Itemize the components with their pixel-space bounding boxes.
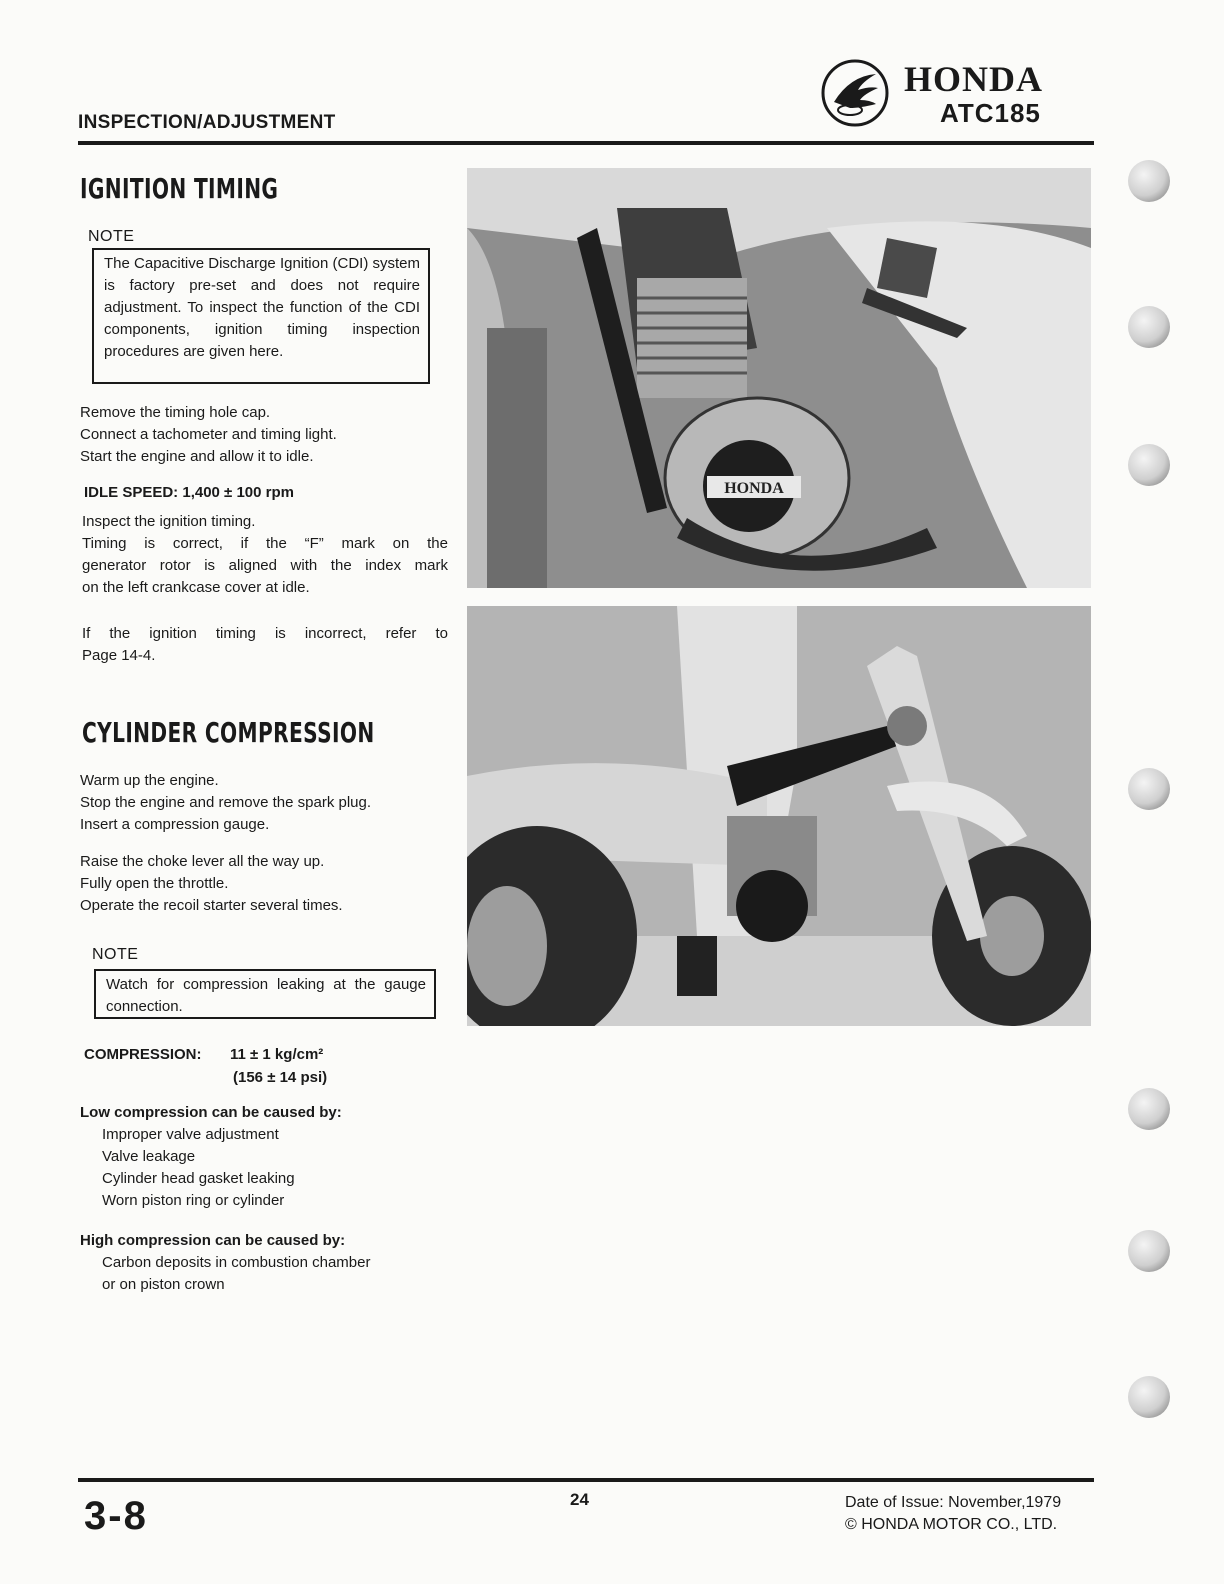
compression-note-box: Watch for compression leaking at the gauge connection. (94, 969, 436, 1019)
ignition-step: Remove the timing hole cap. (80, 404, 271, 421)
low-cause: Worn piston ring or cylinder (102, 1192, 285, 1209)
high-cause: or on piston crown (102, 1276, 225, 1293)
compression-step: Operate the recoil starter several times. (80, 897, 343, 914)
binder-tab (1128, 306, 1170, 348)
compression-step: Insert a compression gauge. (80, 816, 270, 833)
compression-step: Stop the engine and remove the spark plug. (80, 794, 372, 811)
inspect-line: Timing is correct, if the “F” mark on the (82, 535, 448, 552)
footer-rule (78, 1478, 1094, 1482)
ignition-note-label: NOTE (88, 228, 135, 245)
ignition-steps (80, 402, 337, 468)
high-cause: Carbon deposits in combustion chamber (102, 1254, 371, 1271)
low-cause: Cylinder head gasket leaking (102, 1170, 295, 1187)
atc-photo-illustration (467, 606, 1091, 1026)
idle-speed-spec: IDLE SPEED: 1,400 ± 100 rpm (84, 484, 294, 501)
low-compression-heading: Low compression can be caused by: (80, 1104, 342, 1121)
compression-note-label: NOTE (92, 946, 139, 963)
compression-step: Raise the choke lever all the way up. (80, 853, 325, 870)
brand-name: HONDA (904, 59, 1043, 99)
issue-date: Date of Issue: November,1979 (845, 1494, 1062, 1511)
ignition-heading: IGNITION TIMING (80, 172, 279, 205)
ignition-inspect (82, 511, 448, 599)
inspect-line: Inspect the ignition timing. (82, 513, 256, 530)
inspect-line: generator rotor is aligned with the index mark (82, 557, 448, 574)
binder-tab (1128, 160, 1170, 202)
engine-photo-illustration (467, 168, 1091, 588)
compression-steps-2 (80, 851, 343, 917)
ignition-step: Start the engine and allow it to idle. (80, 448, 314, 465)
compression-step: Fully open the throttle. (80, 875, 229, 892)
compression-spec-psi: (156 ± 14 psi) (233, 1069, 328, 1086)
model-name: ATC185 (940, 98, 1041, 128)
low-compression-block (80, 1102, 342, 1212)
ignition-note-box: The Capacitive Discharge Ignition (CDI) system is factory pre-set and does not require adjustment. To inspect the function of the CDI components, ignition timing inspection procedures are given here. (92, 248, 430, 384)
atc-overview-photo (467, 606, 1091, 1026)
compression-heading: CYLINDER COMPRESSION (82, 716, 375, 749)
binder-tab (1128, 444, 1170, 486)
honda-logo (820, 56, 1090, 136)
engine-closeup-photo (467, 168, 1091, 588)
high-compression-heading: High compression can be caused by: (80, 1232, 346, 1249)
refer-line: Page 14-4. (82, 647, 156, 664)
binder-tab (1128, 1376, 1170, 1418)
copyright: © HONDA MOTOR CO., LTD. (845, 1516, 1058, 1533)
low-cause: Improper valve adjustment (102, 1126, 279, 1143)
section-label: INSPECTION/ADJUSTMENT (78, 112, 336, 133)
compression-step: Warm up the engine. (80, 772, 219, 789)
compression-steps-1 (80, 770, 371, 836)
inspect-line: on the left crankcase cover at idle. (82, 579, 310, 596)
engine-badge-text: HONDA (724, 480, 784, 497)
ignition-step: Connect a tachometer and timing light. (80, 426, 337, 443)
ignition-refer (82, 623, 448, 667)
sheet-number: 24 (570, 1490, 589, 1509)
binder-tab (1128, 1088, 1170, 1130)
compression-spec-label: COMPRESSION: (84, 1046, 202, 1063)
honda-wing-icon (820, 58, 890, 128)
binder-tab (1128, 768, 1170, 810)
compression-spec-value: 11 ± 1 kg/cm² (230, 1046, 324, 1063)
footer-issue (845, 1492, 1061, 1536)
high-compression-block (80, 1230, 370, 1296)
binder-tab (1128, 1230, 1170, 1272)
page-number: 3-8 (84, 1494, 148, 1538)
refer-line: If the ignition timing is incorrect, refer to (82, 625, 448, 642)
header-rule (78, 141, 1094, 145)
low-cause: Valve leakage (102, 1148, 196, 1165)
